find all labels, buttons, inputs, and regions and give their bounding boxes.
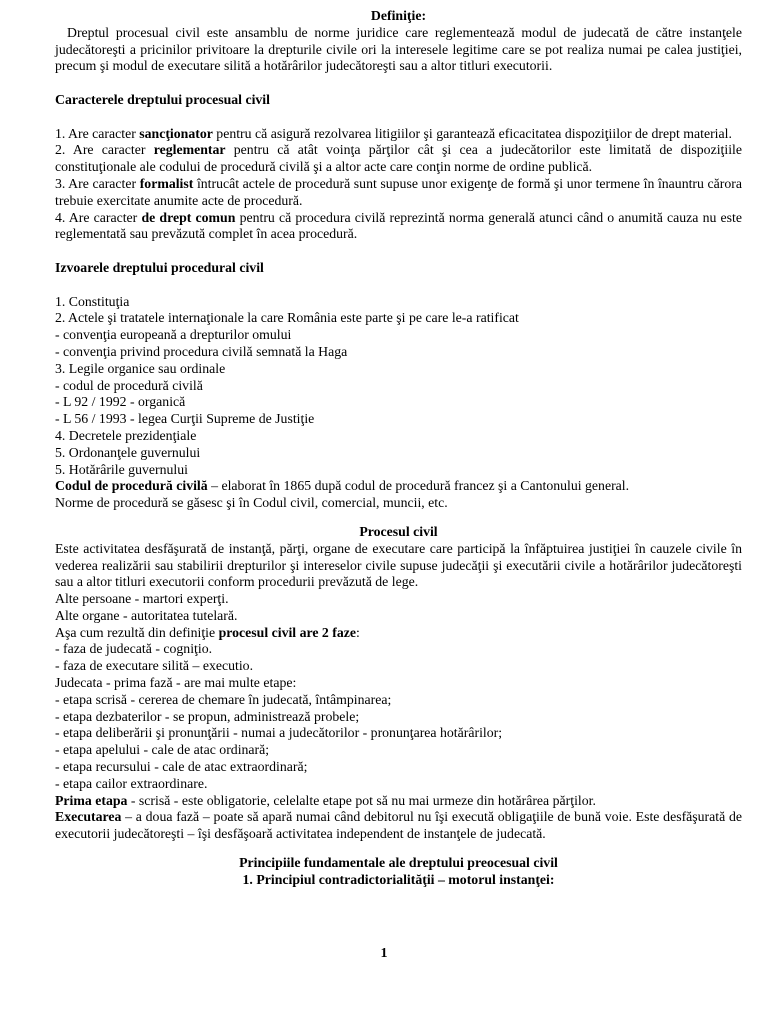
izvoare-line: - L 92 / 1992 - organică [55, 394, 186, 410]
izvoare-line: 1. Constituţia [55, 293, 130, 309]
proces-list-item: - etapa apelului - cale de atac ordinară; [55, 742, 270, 758]
proces-list-item: Judecata - prima fază - are mai multe etape: [55, 675, 297, 691]
proces-list-item: - faza de executare silită – executio. [55, 658, 254, 674]
principii-subheading: 1. Principiul contradictorialităţii – motorul instanţei: [242, 871, 555, 887]
izvoare-line: 3. Legile organice sau ordinale [55, 360, 226, 376]
proces-list-item: - faza de judecată - cogniţio. [55, 641, 213, 657]
izvoare-line: - codul de procedură civilă [55, 377, 203, 393]
izvoare-line: 2. Actele şi tratatele internaţionale la care România este parte şi pe care le-a ratificat [55, 310, 519, 326]
cod-procedura-line: Codul de procedură civilă – elaborat în 1865 după codul de procedură francez şi a Cantonului general. [55, 478, 630, 494]
proces-list-item: - etapa cailor extraordinare. [55, 775, 208, 791]
izvoare-line: 4. Decretele prezidenţiale [55, 427, 197, 443]
executarea-line: Executarea – a doua fază – poate să apară numai când debitorul nu îşi execută obligaţiile de bună voie. Este desfăşurată de executorii judecătoreşti – îşi desfăşoară activitatea independent de instanţele de judecată. [55, 809, 742, 842]
caractere-heading: Caracterele dreptului procesual civil [55, 91, 270, 107]
proces-list-item: - etapa recursului - cale de atac extraordinară; [55, 759, 308, 775]
caracter-item-3: 3. Are caracter formalist întrucât actele de procedură sunt supuse unor exigenţe de formă şi unor termene în înauntru cărora trebuie exercitate anumite acte de procedură. [55, 175, 742, 208]
proces-list-item: - etapa deliberării şi pronunţării - numai a judecătorilor - pronunţarea hotărârilor; [55, 725, 503, 741]
principii-heading: Principiile fundamentale ale dreptului preocesual civil [239, 855, 558, 871]
caracter-item-4: 4. Are caracter de drept comun pentru că procedura civilă reprezintă norma generală atunci când o anumită cauza nu este reglementată sau prevăzută complet în acea procedură. [55, 209, 742, 242]
definition-title: Definiţie: [370, 8, 427, 23]
proces-line: Alte persoane - martori experţi. [55, 591, 229, 607]
prima-etapa-line: Prima etapa - scrisă - este obligatorie, celelalte etape pot să nu mai urmeze din hotărârea părţilor. [55, 792, 596, 808]
izvoare-line: - L 56 / 1993 - legea Curţii Supreme de Justiţie [55, 411, 315, 427]
proces-list-item: - etapa dezbaterilor - se propun, administrează probele; [55, 708, 360, 724]
izvoare-line: 5. Hotărârile guvernului [55, 461, 188, 477]
page-number: 1 [380, 946, 388, 961]
norme-line: Norme de procedură se găsesc şi în Codul civil, comercial, muncii, etc. [55, 495, 448, 511]
proces-definition: Este activitatea desfăşurată de instanţă, părţi, organe de executare care participă la înfăptuirea justiţiei în cauzele civile în vederea realizării sau stabilirii drepturilor şi intereselor civile supuse judecăţii şi executării civile a hotărârilor judecătoreşti sau a altor titluri executorii conform procedurii prevăzută de lege. [55, 540, 742, 590]
proces-line: Alte organe - autoritatea tutelară. [55, 607, 238, 623]
proces-list-item: - etapa scrisă - cererea de chemare în judecată, întâmpinarea; [55, 691, 392, 707]
proces-heading: Procesul civil [359, 523, 438, 539]
caracter-item-1: 1. Are caracter sancţionator pentru că asigură rezolvarea litigiilor şi garantează eficacitatea dispoziţiilor de drept material. [55, 125, 732, 141]
izvoare-line: 5. Ordonanţele guvernului [55, 444, 201, 460]
caracter-item-2: 2. Are caracter reglementar pentru că atât voinţa părţilor cât şi cea a judecătorilor este limitată de dispoziţiile constituţionale ale codului de procedură civilă şi a altor acte care conţin norme de ordine publică. [55, 142, 742, 175]
izvoare-line: - convenţia europeană a drepturilor omului [55, 327, 292, 343]
izvoare-heading: Izvoarele dreptului procedural civil [55, 259, 264, 275]
definition-text: Dreptul procesual civil este ansamblu de norme juridice care reglementează modul de judecată de către instanţele judecătoreşti a pricinilor privitoare la drepturile civile ori la interesele legitime care se pot realiza numai pe calea justiţiei, precum şi modul de executare silită a hotărârilor judecătoreşti sau a altor titluri executorii. [55, 24, 742, 74]
faze-line: Aşa cum rezultă din definiţie procesul civil are 2 faze: [55, 624, 360, 640]
izvoare-line: - convenţia privind procedura civilă semnată la Haga [55, 343, 348, 359]
